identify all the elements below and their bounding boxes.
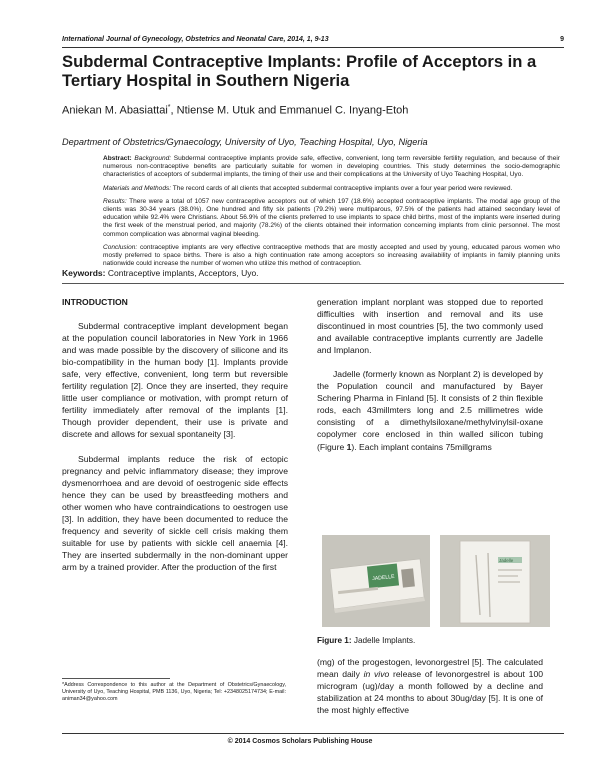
keywords — [62, 268, 259, 278]
keywords-label: Keywords: — [62, 268, 106, 278]
abstract-label: Abstract: — [103, 155, 132, 162]
results-text: There were a total of 1057 new contraceptive acceptors out of which 197 (18.6%) accepted contraceptive implants. The modal age group of the clients was 30-34 years (38.0%). One hundred and fifty six patients (79.2%) were multiparous, 97.5% of the patients had attained secondary level of education while 92.4% were Christians. About 56.9% of the clients preferred to use implants to space child births, most of the implants were inserted during the first week of the menstrual period, and majority (78.2%) of the clients obtained their information concerning implants from clinic personnel. The most common complication was abnormal vaginal bleeding. — [103, 197, 560, 238]
footer-divider — [62, 733, 564, 734]
lng-text-a: (mg) of the progestogen, levonorgestrel [5]. The calculated mean daily — [317, 657, 543, 680]
article-title: Subdermal Contraceptive Implants: Profile of Acceptors in a Tertiary Hospital in Southern Nigeria — [62, 52, 537, 90]
lng-text-b: release of levonorgestrel is about 100 microgram (ug)/day a month followed by a decline and stabilization at 24 months to about 30ug/day [5]. It is one of the most highly effective — [317, 669, 543, 716]
publisher-footer: © 2014 Cosmos Scholars Publishing House — [227, 738, 373, 745]
results-label: Results: — [103, 197, 127, 205]
pouch-label-text: Jadelle — [499, 558, 514, 563]
figure-caption — [317, 636, 415, 645]
running-header — [62, 36, 564, 43]
abstract-results — [103, 198, 560, 239]
right-column — [317, 296, 543, 453]
abstract-block — [103, 155, 560, 273]
intro-paragraph-2: Subdermal implants reduce the risk of ectopic pregnancy and pelvic inflammatory disease; they improve dysmenorrhoea and are devoid of oestrogenic side effects hence they can be used by breastfeeding mothers and other women who have contraindications to oestrogen use [3]. In addition, they have been documented to reduce the frequency and severity of sickle cell crisis making them suitable for use by patients with sickle cell anaemia [4]. They are inserted subdermally in the non-dominant upper arm by a trained provider. After the production of the first — [62, 453, 288, 572]
figure-ref[interactable]: 1 — [346, 441, 352, 452]
header-divider — [62, 47, 564, 48]
page-number: 9 — [560, 36, 564, 43]
corresponding-author: Aniekan M. Abasiattai — [62, 104, 168, 117]
figure-caption-label: Figure 1: — [317, 636, 352, 645]
co-authors: , Ntiense M. Utuk and Emmanuel C. Inyang-Etoh — [170, 104, 409, 117]
jadelle-box-illustration — [322, 535, 430, 627]
jadelle-paragraph — [317, 368, 543, 452]
correspondence-footnote: *Address Correspondence to this author at the Department of Obstetrics/Gynaecology, University of Uyo, Teaching Hospital, PMB 1136, Uyo, Nigeria; Tel: +2348025174734; E-mail: animan34@yahoo.com — [62, 682, 286, 703]
left-column — [62, 296, 288, 573]
methods-text: The record cards of all clients that accepted subdermal contraceptive implants over a four year period were reviewed. — [172, 184, 513, 192]
jadelle-text-a: Jadelle (formerly known as Norplant 2) is developed by the Population council and manufactured by Bayer Schering Pharma in Finland [5]. It consists of 2 thin flexible rods, each 43millmters long and 2.5 millimetres wide consisting of a dimethylsiloxane/methylvinylsil-oxane copolymer core enclosed in thin walled silicon tubing (Figure — [317, 369, 543, 452]
abstract-methods — [103, 185, 560, 193]
keywords-divider — [62, 283, 564, 284]
abstract-background — [103, 155, 560, 180]
in-vivo-text: in vivo — [363, 669, 390, 680]
methods-label: Materials and Methods: — [103, 184, 172, 192]
intro-paragraph-1: Subdermal contraceptive implant development began at the population council laboratories in New York in 1966 and was made possible by the discovery of silicone and its bio-compatibility in the human body [1]. Implants provide safe, very effective, convenient, long term but reversible fertility regulation [2]. Once they are inserted, they require little user compliance or motivation, with prompt return of fertility immediately after removal of the implants [1]. Though provider dependent, their use is private and discrete and allows for sexual spontaneity [3]. — [62, 321, 288, 440]
jadelle-box-photo — [322, 535, 430, 627]
journal-citation: International Journal of Gynecology, Obstetrics and Neonatal Care, 2014, 1, 9-13 — [62, 36, 329, 43]
corresponding-mark: * — [167, 104, 171, 111]
affiliation: Department of Obstetrics/Gynaecology, University of Uyo, Teaching Hospital, Uyo, Nigeria — [62, 137, 428, 147]
box-brand-text: JADELLE — [371, 573, 395, 583]
background-label: Background: — [134, 155, 172, 162]
keywords-text: Contraceptive implants, Acceptors, Uyo. — [107, 268, 259, 278]
jadelle-pouch-illustration — [440, 535, 550, 627]
levonorgestrel-paragraph — [317, 656, 543, 716]
jadelle-pouch-photo — [440, 535, 548, 627]
author-list — [62, 104, 408, 117]
introduction-heading: INTRODUCTION — [62, 297, 128, 307]
jadelle-text-b: ). Each implant contains 75millgrams — [351, 441, 492, 452]
conclusion-text: contraceptive implants are very effective contraceptive methods that are mostly accepted and used by young, educated parous women who mostly preferred to space births. There is also a high continuation rate among acceptors so increasing availability of implants in family planning units nationwide could increase the number of women who utilize this method of contraception. — [103, 243, 560, 268]
conclusion-label: Conclusion: — [103, 243, 138, 251]
background-text: Subdermal contraceptive implants provide safe, effective, convenient, long term reversible fertility regulation, and because of their numerous non-contraceptive benefits are particularly suitable for women in developing countries. This study determines the socio-demographic characteristics of acceptors of subdermal implants, the timing of their use and their complications at the University of Uyo Teaching Hospital, Uyo. — [103, 155, 560, 179]
right-column-lower — [317, 656, 543, 716]
footnote-divider — [62, 678, 170, 679]
figure-1 — [322, 535, 550, 627]
abstract-conclusion — [103, 244, 560, 269]
figure-caption-text: Jadelle Implants. — [353, 636, 416, 645]
right-paragraph-1: generation implant norplant was stopped due to reported difficulties with insertion and removal and its use discontinued in most countries [5], the two commonly used and available contraceptive implants currently are Jadelle and Implanon. — [317, 297, 543, 356]
